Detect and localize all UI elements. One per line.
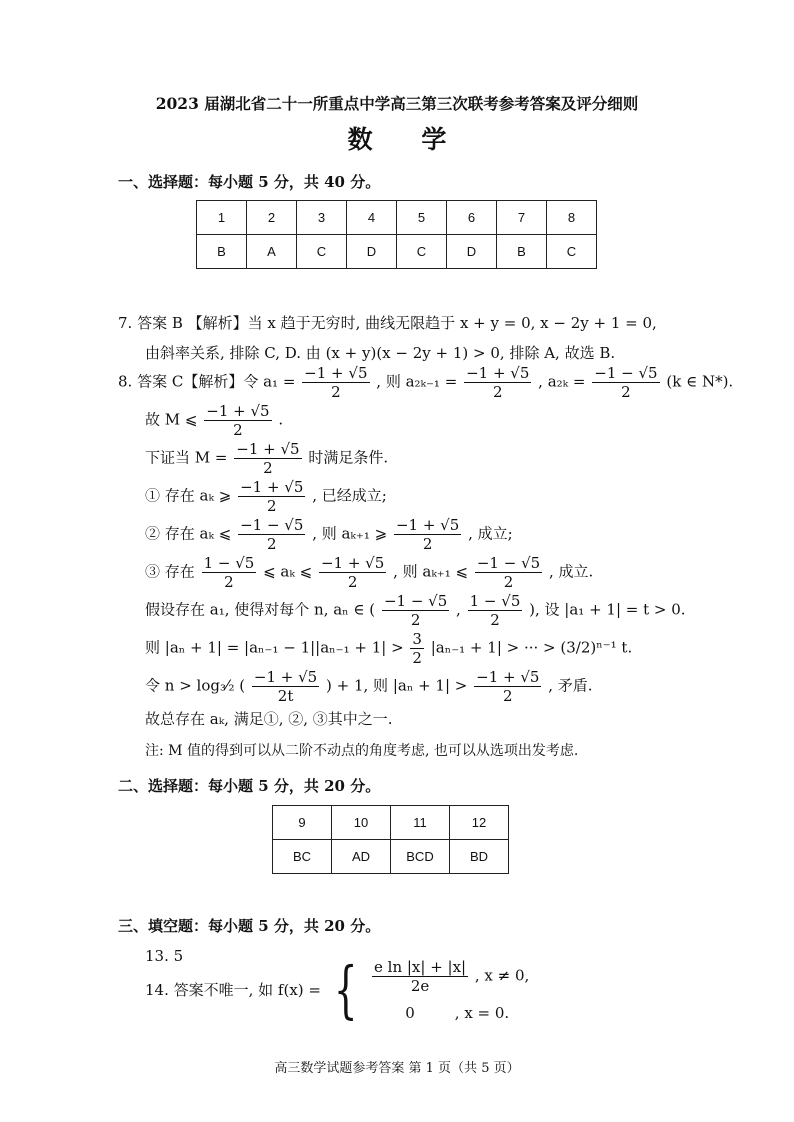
table-cell: C [297, 235, 347, 269]
q7-line2: 由斜率关系, 排除 C, D. 由 (x + y)(x − 2y + 1) > 0, 排除 A, 故选 B. [145, 344, 616, 362]
q8-line3: 下证当 M = $\frac{-1 + √5}{2}$ 时满足条件. [145, 440, 389, 477]
fraction: $\frac{-1 + √5}{2}$ [466, 364, 530, 401]
table-cell: 6 [447, 201, 497, 235]
q8-conclusion: 故总存在 aₖ, 满足①, ②, ③其中之一. [145, 710, 393, 728]
q8-case1: ① 存在 aₖ ⩾ $\frac{-1 + √5}{2}$ , 已经成立; [145, 478, 387, 515]
q8-note: 注: M 值的得到可以从二阶不动点的角度考虑, 也可以从选项出发考虑. [145, 743, 579, 759]
q8-line1: 8. 答案 C【解析】令 a₁ = $\frac{-1 + √5}{2}$ , 则 a₂ₖ₋₁ = $\frac{-1 + √5}{2}$ , a₂ₖ = $\frac{-1 - √5}{2}$ (k ∈ N*). [118, 364, 734, 401]
page-footer: 高三数学试题参考答案 第 1 页（共 5 页） [274, 1061, 520, 1076]
q13-answer: 13. 5 [145, 947, 184, 965]
table-cell: 4 [347, 201, 397, 235]
fraction: $\frac{-1 - √5}{2}$ [594, 364, 658, 401]
part3-heading: 三、填空题：每小题 5 分，共 20 分。 [118, 917, 381, 935]
q8-case3: ③ 存在 $\frac{1 - √5}{2}$ ⩽ aₖ ⩽ $\frac{-1 + √5}{2}$ , 则 aₖ₊₁ ⩽ $\frac{-1 - √5}{2}$ , 成立. [145, 554, 594, 591]
subject-title: 数 学 [347, 125, 467, 154]
q8-line2: 故 M ⩽ $\frac{-1 + √5}{2}$ . [145, 402, 284, 439]
table-cell: 2 [247, 201, 297, 235]
table-cell: AD [332, 840, 391, 874]
table-cell: 1 [197, 201, 247, 235]
table-cell: C [397, 235, 447, 269]
part1-heading: 一、选择题：每小题 5 分，共 40 分。 [118, 173, 381, 191]
brace-icon: { [333, 952, 358, 1026]
table-cell: 5 [397, 201, 447, 235]
table-cell: BD [450, 840, 509, 874]
table-cell: 12 [450, 806, 509, 840]
table-cell: C [547, 235, 597, 269]
table-cell: BC [273, 840, 332, 874]
q8-case2: ② 存在 aₖ ⩽ $\frac{-1 - √5}{2}$ , 则 aₖ₊₁ ⩾ $\frac{-1 + √5}{2}$ , 成立; [145, 516, 513, 553]
table-cell: BCD [391, 840, 450, 874]
table-cell: D [447, 235, 497, 269]
q8-inequality: 则 |aₙ + 1| = |aₙ₋₁ − 1||aₙ₋₁ + 1| > $\frac{3}{2}$ |aₙ₋₁ + 1| > ··· > (3/2)ⁿ⁻¹ t. [145, 630, 633, 667]
table-cell: B [497, 235, 547, 269]
table-cell: 10 [332, 806, 391, 840]
q7-line1: 7. 答案 B 【解析】当 x 趋于无穷时, 曲线无限趋于 x + y = 0, x − 2y + 1 = 0, [118, 314, 657, 332]
table-cell: A [247, 235, 297, 269]
document-title: 2023 届湖北省二十一所重点中学高三第三次联考参考答案及评分细则 [155, 94, 639, 113]
table-cell: 3 [297, 201, 347, 235]
table-cell: 7 [497, 201, 547, 235]
table-cell: 9 [273, 806, 332, 840]
table-cell: D [347, 235, 397, 269]
table-cell: 11 [391, 806, 450, 840]
table-cell: B [197, 235, 247, 269]
q8-assumption: 假设存在 a₁, 使得对每个 n, aₙ ∈ ( $\frac{-1 - √5}{2}$ , $\frac{1 - √5}{2}$ ), 设 |a₁ + 1| = t > 0. [145, 592, 686, 629]
part2-heading: 二、选择题：每小题 5 分，共 20 分。 [118, 777, 381, 795]
q14-answer: 14. 答案不唯一, 如 f(x) = { $\frac{\text{e ln |x| + |x|}}{2e}$ , x ≠ 0, 0 , x = 0. [145, 952, 530, 1026]
part1-answer-table [196, 200, 597, 269]
table-cell: 8 [547, 201, 597, 235]
part2-answer-table [272, 805, 509, 874]
q8-contradiction: 令 n > log₃⁄₂ ( $\frac{-1 + √5}{2t}$ ) + 1, 则 |aₙ + 1| > $\frac{-1 + √5}{2}$ , 矛盾. [145, 668, 593, 705]
fraction: $\frac{-1 + √5}{2}$ [304, 364, 368, 401]
